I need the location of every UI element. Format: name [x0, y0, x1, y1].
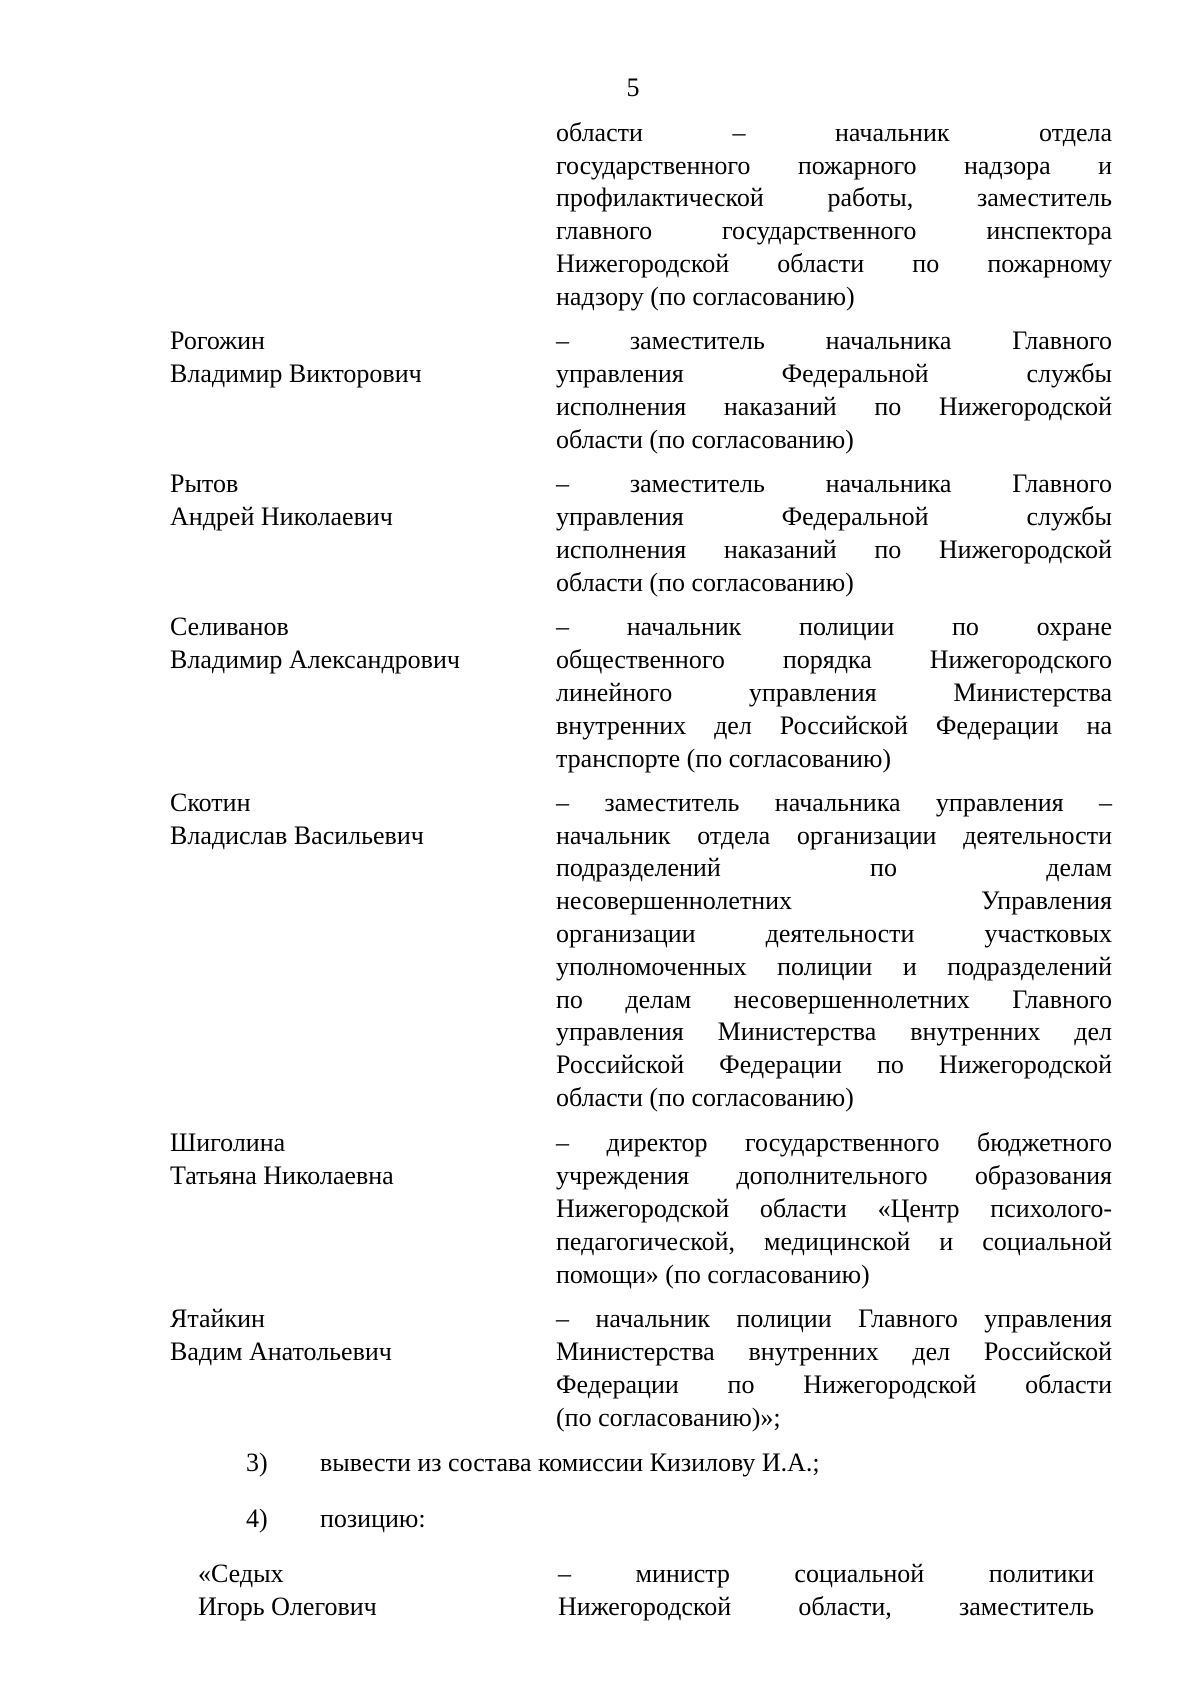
member-position-line: общественного порядка Нижегородского: [556, 645, 1112, 674]
member-position-line: по делам несовершеннолетних Главного: [556, 985, 1112, 1014]
member-position-line: – заместитель начальника Главного: [556, 326, 1112, 355]
member-position-line: Федерации по Нижегородской области: [556, 1370, 1112, 1399]
member-position-line: области (по согласованию): [556, 1083, 854, 1112]
member-position-line: помощи» (по согласованию): [556, 1260, 870, 1289]
member-position-line: управления Федеральной службы: [556, 359, 1112, 388]
continuation-line: области – начальник отдела: [556, 118, 1112, 147]
member-position-line: – начальник полиции Главного управления: [556, 1304, 1112, 1333]
member-position-line: линейного управления Министерства: [556, 678, 1112, 707]
member-position-line: (по согласованию)»;: [556, 1403, 781, 1432]
item-number: 4): [246, 1504, 268, 1533]
member-position-line: – заместитель начальника управления –: [556, 788, 1112, 817]
member-given-names: Татьяна Николаевна: [170, 1161, 394, 1190]
member-position-line: – заместитель начальника Главного: [556, 469, 1112, 498]
member-position-line: Нижегородской области «Центр психолого-: [556, 1194, 1112, 1223]
member-position-line: Российской Федерации по Нижегородской: [556, 1050, 1112, 1079]
member-surname: Селиванов: [170, 612, 289, 641]
member-position-line: учреждения дополнительного образования: [556, 1161, 1112, 1190]
member-given-names: Вадим Анатольевич: [170, 1337, 392, 1366]
member-position-line: исполнения наказаний по Нижегородской: [556, 392, 1112, 421]
member-position-line: – начальник полиции по охране: [556, 612, 1112, 641]
member-position-line: области (по согласованию): [556, 425, 854, 454]
member-surname: «Седых: [198, 1559, 284, 1588]
member-given-names: Владимир Александрович: [170, 645, 460, 674]
member-surname: Рогожин: [170, 326, 265, 355]
member-position-line: педагогической, медицинской и социальной: [556, 1227, 1112, 1256]
member-position-line: – министр социальной политики: [558, 1559, 1094, 1588]
member-position-line: Нижегородской области, заместитель: [558, 1592, 1094, 1621]
member-position-line: уполномоченных полиции и подразделений: [556, 952, 1112, 981]
member-position-line: области (по согласованию): [556, 568, 854, 597]
member-position-line: исполнения наказаний по Нижегородской: [556, 535, 1112, 564]
member-position-line: Министерства внутренних дел Российской: [556, 1337, 1112, 1366]
continuation-line: надзору (по согласованию): [556, 282, 855, 311]
member-position-line: транспорте (по согласованию): [556, 744, 892, 773]
member-position-line: несовершеннолетних Управления: [556, 886, 1112, 915]
item-text: позицию:: [320, 1504, 426, 1533]
member-position-line: управления Министерства внутренних дел: [556, 1017, 1112, 1046]
member-given-names: Игорь Олегович: [198, 1592, 377, 1621]
page-number: 5: [626, 73, 640, 102]
member-surname: Ятайкин: [170, 1304, 265, 1333]
continuation-line: главного государственного инспектора: [556, 216, 1112, 245]
member-surname: Шиголина: [170, 1128, 286, 1157]
member-position-line: – директор государственного бюджетного: [556, 1128, 1112, 1157]
member-given-names: Андрей Николаевич: [170, 502, 393, 531]
member-surname: Скотин: [170, 788, 251, 817]
item-text: вывести из состава комиссии Кизилову И.А.;: [320, 1448, 820, 1477]
member-position-line: начальник отдела организации деятельности: [556, 821, 1112, 850]
member-position-line: организации деятельности участковых: [556, 919, 1112, 948]
member-surname: Рытов: [170, 469, 239, 498]
item-number: 3): [246, 1448, 268, 1477]
continuation-line: профилактической работы, заместитель: [556, 183, 1112, 212]
member-given-names: Владислав Васильевич: [170, 821, 424, 850]
member-position-line: внутренних дел Российской Федерации на: [556, 711, 1112, 740]
member-position-line: управления Федеральной службы: [556, 502, 1112, 531]
continuation-line: Нижегородской области по пожарному: [556, 249, 1112, 278]
continuation-line: государственного пожарного надзора и: [556, 151, 1112, 180]
member-given-names: Владимир Викторович: [170, 359, 422, 388]
member-position-line: подразделений по делам: [556, 853, 1112, 882]
